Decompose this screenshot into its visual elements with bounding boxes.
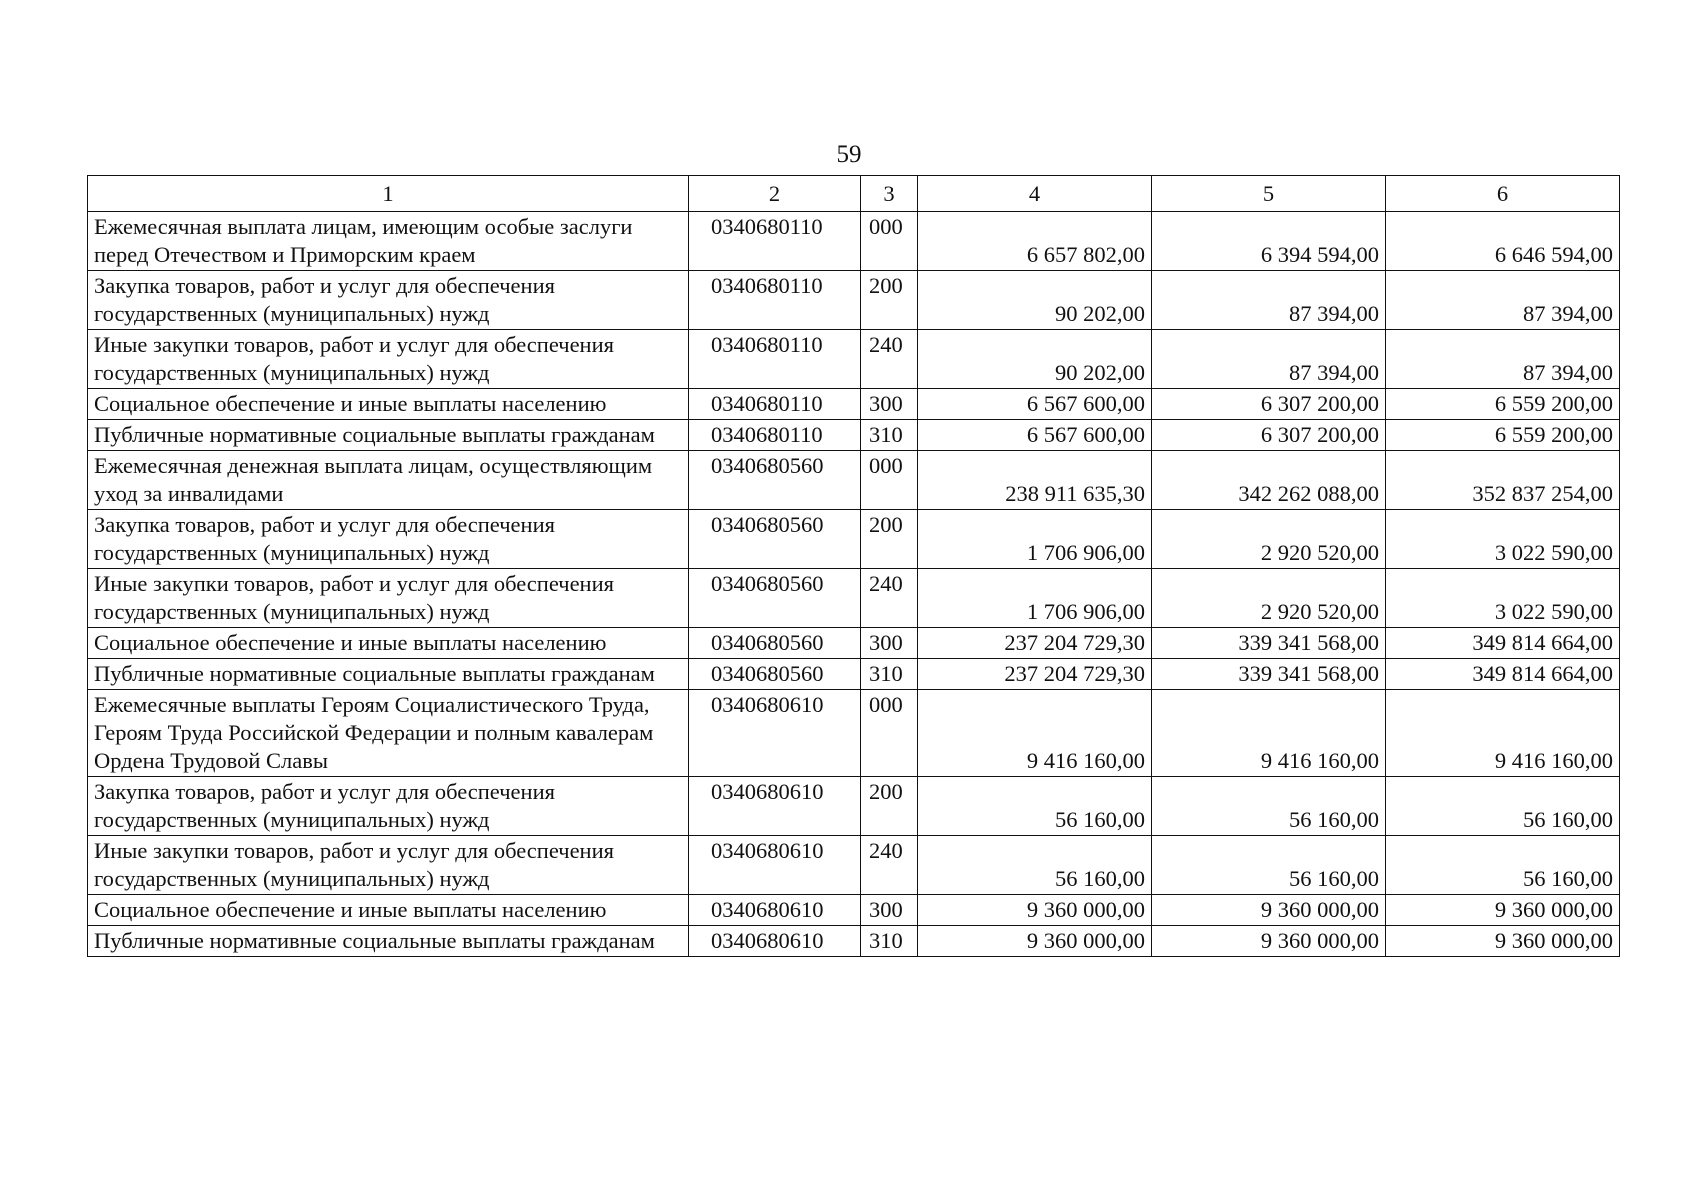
row-value-6: 352 837 254,00 — [1386, 451, 1620, 510]
table-row — [88, 926, 1620, 957]
row-value-4: 9 416 160,00 — [918, 690, 1152, 777]
row-value-4: 237 204 729,30 — [918, 659, 1152, 690]
header-col-6: 6 — [1386, 176, 1620, 212]
row-name: Закупка товаров, работ и услуг для обеспечения государственных (муниципальных) нужд — [88, 510, 689, 569]
header-col-5: 5 — [1152, 176, 1386, 212]
table-row — [88, 690, 1620, 777]
row-code: 0340680610 — [689, 895, 861, 926]
row-value-6: 349 814 664,00 — [1386, 628, 1620, 659]
row-value-6: 3 022 590,00 — [1386, 569, 1620, 628]
row-value-5: 342 262 088,00 — [1152, 451, 1386, 510]
page-number: 59 — [836, 141, 862, 168]
row-value-5: 339 341 568,00 — [1152, 628, 1386, 659]
row-value-4: 6 567 600,00 — [918, 420, 1152, 451]
row-name: Иные закупки товаров, работ и услуг для обеспечения государственных (муниципальных) нужд — [88, 569, 689, 628]
table-row — [88, 330, 1620, 389]
row-code: 0340680610 — [689, 690, 861, 777]
header-col-2: 2 — [689, 176, 861, 212]
row-value-5: 56 160,00 — [1152, 836, 1386, 895]
row-code: 0340680610 — [689, 836, 861, 895]
header-row — [88, 176, 1620, 212]
row-value-6: 6 559 200,00 — [1386, 420, 1620, 451]
row-type: 000 — [861, 212, 918, 271]
row-code: 0340680110 — [689, 271, 861, 330]
budget-table — [87, 175, 1620, 957]
row-type: 300 — [861, 895, 918, 926]
row-value-4: 56 160,00 — [918, 836, 1152, 895]
table-row — [88, 569, 1620, 628]
row-value-6: 6 646 594,00 — [1386, 212, 1620, 271]
row-code: 0340680560 — [689, 659, 861, 690]
row-value-5: 87 394,00 — [1152, 330, 1386, 389]
table-row — [88, 895, 1620, 926]
row-name: Социальное обеспечение и иные выплаты населению — [88, 628, 689, 659]
row-name: Публичные нормативные социальные выплаты гражданам — [88, 659, 689, 690]
row-name: Ежемесячные выплаты Героям Социалистического Труда, Героям Труда Российской Федерации и полным кавалерам Ордена Трудовой Славы — [88, 690, 689, 777]
row-value-6: 9 416 160,00 — [1386, 690, 1620, 777]
row-name: Публичные нормативные социальные выплаты гражданам — [88, 926, 689, 957]
table-row — [88, 659, 1620, 690]
row-value-6: 9 360 000,00 — [1386, 926, 1620, 957]
row-value-5: 56 160,00 — [1152, 777, 1386, 836]
row-value-5: 6 307 200,00 — [1152, 420, 1386, 451]
table-row — [88, 777, 1620, 836]
row-code: 0340680110 — [689, 420, 861, 451]
row-value-6: 9 360 000,00 — [1386, 895, 1620, 926]
table-row — [88, 212, 1620, 271]
row-value-6: 349 814 664,00 — [1386, 659, 1620, 690]
header-col-4: 4 — [918, 176, 1152, 212]
row-name: Закупка товаров, работ и услуг для обеспечения государственных (муниципальных) нужд — [88, 777, 689, 836]
row-name: Иные закупки товаров, работ и услуг для обеспечения государственных (муниципальных) нужд — [88, 330, 689, 389]
header-col-3: 3 — [861, 176, 918, 212]
row-value-6: 87 394,00 — [1386, 271, 1620, 330]
header-col-1: 1 — [88, 176, 689, 212]
row-value-4: 9 360 000,00 — [918, 895, 1152, 926]
row-code: 0340680560 — [689, 569, 861, 628]
row-value-6: 6 559 200,00 — [1386, 389, 1620, 420]
row-name: Ежемесячная денежная выплата лицам, осуществляющим уход за инвалидами — [88, 451, 689, 510]
table-row — [88, 628, 1620, 659]
table-row — [88, 451, 1620, 510]
row-name: Закупка товаров, работ и услуг для обеспечения государственных (муниципальных) нужд — [88, 271, 689, 330]
row-name: Публичные нормативные социальные выплаты гражданам — [88, 420, 689, 451]
row-code: 0340680560 — [689, 510, 861, 569]
row-value-6: 3 022 590,00 — [1386, 510, 1620, 569]
row-type: 310 — [861, 420, 918, 451]
row-code: 0340680560 — [689, 451, 861, 510]
row-value-4: 90 202,00 — [918, 330, 1152, 389]
row-code: 0340680560 — [689, 628, 861, 659]
row-type: 000 — [861, 690, 918, 777]
row-type: 240 — [861, 569, 918, 628]
row-value-5: 9 360 000,00 — [1152, 926, 1386, 957]
row-value-6: 56 160,00 — [1386, 836, 1620, 895]
row-value-5: 339 341 568,00 — [1152, 659, 1386, 690]
row-value-4: 1 706 906,00 — [918, 569, 1152, 628]
row-value-5: 87 394,00 — [1152, 271, 1386, 330]
row-value-5: 2 920 520,00 — [1152, 510, 1386, 569]
row-type: 300 — [861, 389, 918, 420]
row-value-4: 6 567 600,00 — [918, 389, 1152, 420]
table-row — [88, 389, 1620, 420]
row-code: 0340680110 — [689, 212, 861, 271]
row-value-5: 9 360 000,00 — [1152, 895, 1386, 926]
row-code: 0340680610 — [689, 926, 861, 957]
row-name: Ежемесячная выплата лицам, имеющим особые заслуги перед Отечеством и Приморским краем — [88, 212, 689, 271]
row-code: 0340680110 — [689, 330, 861, 389]
row-name: Социальное обеспечение и иные выплаты населению — [88, 895, 689, 926]
row-value-6: 56 160,00 — [1386, 777, 1620, 836]
row-type: 240 — [861, 330, 918, 389]
row-code: 0340680610 — [689, 777, 861, 836]
row-value-5: 6 394 594,00 — [1152, 212, 1386, 271]
row-type: 240 — [861, 836, 918, 895]
row-type: 200 — [861, 271, 918, 330]
row-value-4: 56 160,00 — [918, 777, 1152, 836]
row-value-4: 9 360 000,00 — [918, 926, 1152, 957]
row-type: 310 — [861, 659, 918, 690]
row-value-4: 238 911 635,30 — [918, 451, 1152, 510]
row-code: 0340680110 — [689, 389, 861, 420]
table-row — [88, 420, 1620, 451]
row-value-4: 90 202,00 — [918, 271, 1152, 330]
row-type: 300 — [861, 628, 918, 659]
row-name: Иные закупки товаров, работ и услуг для обеспечения государственных (муниципальных) нужд — [88, 836, 689, 895]
table-row — [88, 836, 1620, 895]
row-type: 310 — [861, 926, 918, 957]
row-name: Социальное обеспечение и иные выплаты населению — [88, 389, 689, 420]
table-row — [88, 271, 1620, 330]
row-value-4: 6 657 802,00 — [918, 212, 1152, 271]
table-row — [88, 510, 1620, 569]
row-type: 200 — [861, 777, 918, 836]
row-value-6: 87 394,00 — [1386, 330, 1620, 389]
row-type: 000 — [861, 451, 918, 510]
row-value-5: 9 416 160,00 — [1152, 690, 1386, 777]
row-value-4: 1 706 906,00 — [918, 510, 1152, 569]
row-value-5: 6 307 200,00 — [1152, 389, 1386, 420]
row-value-5: 2 920 520,00 — [1152, 569, 1386, 628]
row-value-4: 237 204 729,30 — [918, 628, 1152, 659]
row-type: 200 — [861, 510, 918, 569]
